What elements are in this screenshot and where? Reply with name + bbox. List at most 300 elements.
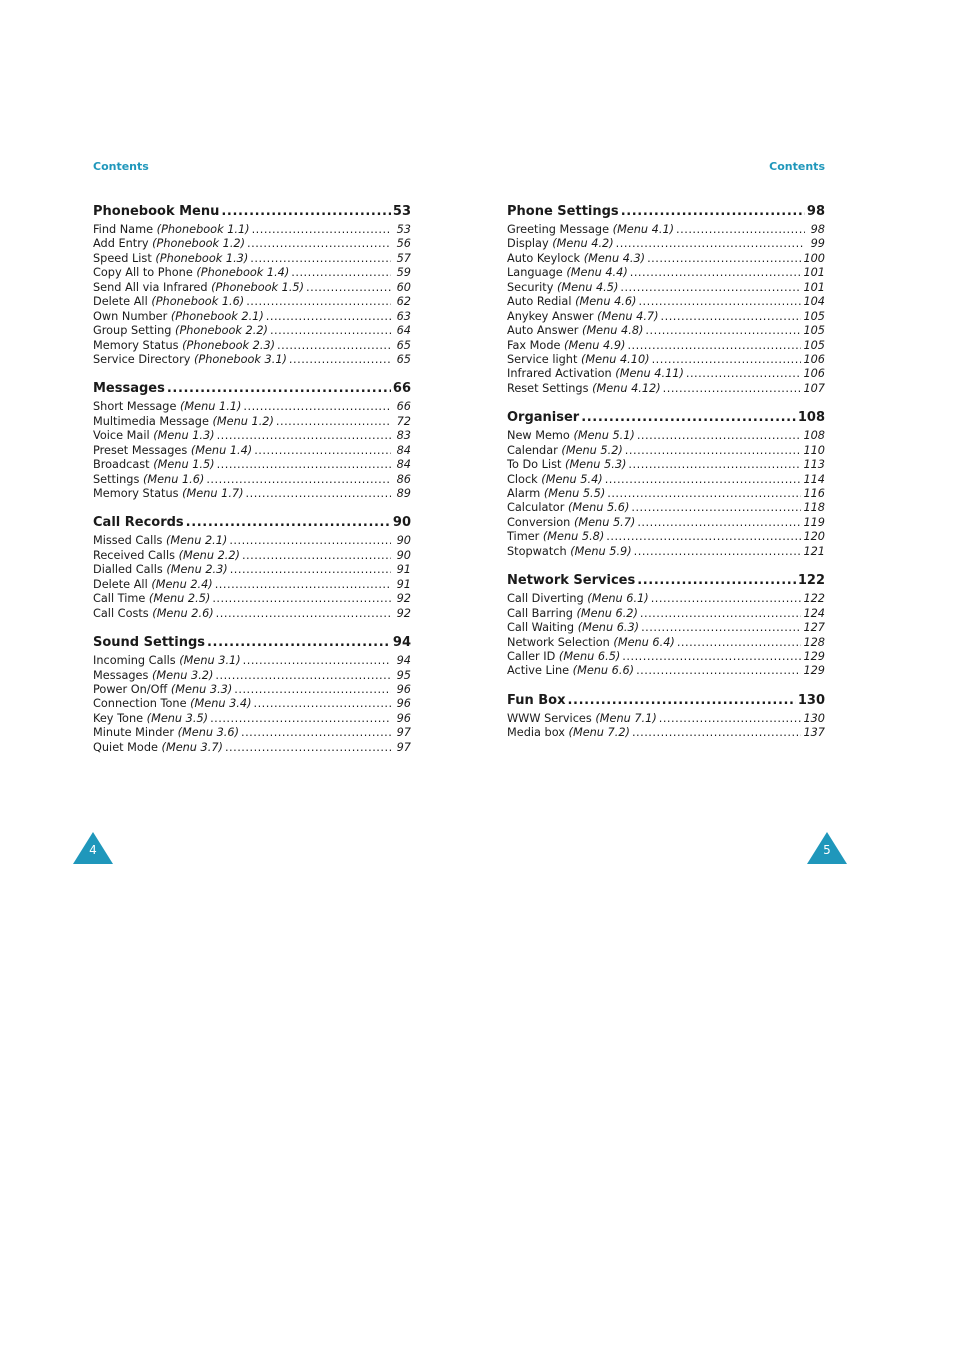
toc-section [93,514,411,621]
running-header-right: Contents [769,160,825,173]
dot-leader [636,664,801,678]
dot-leader [632,726,802,740]
toc-entry[interactable] [507,607,825,621]
entry-name: Received Calls [93,548,175,562]
entry-page-number: 118 [803,501,825,515]
dot-leader [241,726,391,740]
toc-entry[interactable] [507,382,825,396]
entry-menu-ref: (Menu 6.2) [576,606,638,620]
toc-entry[interactable] [507,621,825,635]
entry-page-number: 63 [396,309,411,323]
dot-leader [605,473,802,487]
entry-page-number: 113 [803,458,825,472]
dot-leader [221,203,391,221]
toc-entry[interactable] [93,429,411,443]
entry-menu-ref: (Menu 3.3) [170,682,233,696]
entry-menu-ref: (Menu 2.2) [178,548,240,562]
section-page-number: 66 [392,381,411,397]
dot-leader [250,252,391,266]
entry-page-number: 56 [396,237,411,251]
entry-menu-ref: (Menu 4.2) [552,237,614,251]
entry-page-number: 66 [396,400,411,414]
entry-page-number: 83 [396,429,411,443]
toc-entry[interactable] [507,664,825,678]
entry-name: Alarm [507,487,541,500]
dot-leader [628,458,801,472]
toc-entry[interactable] [93,607,411,621]
entry-menu-ref: (Menu 2.1) [165,534,228,548]
dot-leader [568,692,796,710]
toc-section-title[interactable] [507,692,825,710]
entry-menu-ref: (Menu 6.5) [558,649,621,663]
toc-entry[interactable] [507,545,825,559]
dot-leader [606,530,801,544]
entry-menu-ref: (Phonebook 3.1) [194,352,287,366]
toc-entry[interactable] [507,650,825,664]
toc-entry[interactable] [93,458,411,472]
entry-menu-ref: (Menu 4.11) [615,367,684,381]
dot-leader [270,324,391,338]
entry-page-number: 107 [803,381,825,395]
toc-column-right [507,203,825,754]
dot-leader [230,563,391,577]
entry-page-number: 53 [396,223,411,236]
entry-menu-ref: (Phonebook 1.2) [152,237,246,251]
entry-page-number: 59 [396,266,411,280]
entry-page-number: 65 [396,338,411,352]
entry-name: Quiet Mode [93,740,158,754]
dot-leader [215,669,391,683]
entry-name: Auto Redial [507,295,572,309]
dot-leader [661,310,802,324]
entry-name: Speed List [93,251,152,265]
entry-name: Short Message [93,400,177,414]
entry-name: Group Setting [93,324,172,338]
entry-menu-ref: (Menu 4.9) [564,338,626,352]
entry-name: Media box [507,726,565,740]
entry-page-number: 97 [396,740,411,754]
toc-section-title[interactable] [93,514,411,532]
entry-name: To Do List [507,458,562,472]
entry-menu-ref: (Menu 1.1) [180,400,242,414]
dot-leader [247,237,391,251]
entry-page-number: 122 [803,592,825,606]
entry-page-number: 101 [803,266,825,280]
entry-name: Key Tone [93,711,144,725]
entry-name: Infrared Activation [507,367,612,381]
entry-name: Messages [93,668,149,682]
toc-entry[interactable] [507,444,825,458]
entry-menu-ref: (Menu 3.2) [152,668,214,682]
toc-section-title[interactable] [507,409,825,427]
toc-entry[interactable] [507,353,825,367]
entry-name: Service light [507,352,578,366]
section-title-text: Fun Box [507,692,566,708]
entry-page-number: 62 [396,295,411,309]
entry-menu-ref: (Menu 5.8) [542,530,605,544]
entry-menu-ref: (Menu 7.2) [568,726,630,740]
toc-entry[interactable] [93,444,411,458]
dot-leader [637,516,801,530]
entry-page-number: 110 [803,443,825,457]
entry-name: Auto Answer [507,324,579,338]
dot-leader [266,310,391,324]
entry-page-number: 97 [396,726,411,740]
dot-leader [638,295,801,309]
section-title-text: Messages [93,381,165,397]
toc-section [507,409,825,559]
entry-page-number: 105 [803,324,825,338]
toc-entry[interactable] [93,563,411,577]
toc-entry[interactable] [93,534,411,548]
entry-name: Conversion [507,515,571,529]
toc-entry[interactable] [93,295,411,309]
toc-entry[interactable] [507,281,825,295]
entry-menu-ref: (Menu 6.1) [587,592,649,606]
dot-leader [242,549,391,563]
entry-name: Clock [507,472,538,486]
entry-menu-ref: (Phonebook 1.6) [151,295,245,309]
entry-menu-ref: (Menu 1.4) [190,443,253,457]
entry-page-number: 108 [803,429,825,443]
entry-menu-ref: (Menu 5.6) [567,501,630,515]
entry-name: Missed Calls [93,534,163,548]
entry-page-number: 90 [396,534,411,548]
entry-menu-ref: (Phonebook 1.5) [211,280,305,294]
entry-menu-ref: (Menu 6.4) [613,635,675,649]
dot-leader [622,650,801,664]
dot-leader [212,592,391,606]
entry-name: Display [507,237,549,251]
entry-menu-ref: (Phonebook 2.2) [175,324,268,338]
entry-name: Own Number [93,309,168,323]
toc-entry[interactable] [93,310,411,324]
toc-entry[interactable] [507,252,825,266]
dot-leader [676,223,805,237]
entry-page-number: 101 [803,280,825,294]
dot-leader [625,444,802,458]
dot-leader [647,252,801,266]
toc-entry[interactable] [507,530,825,544]
toc-entry[interactable] [507,712,825,726]
toc-entry[interactable] [507,636,825,650]
entry-menu-ref: (Menu 7.1) [595,711,657,725]
dot-leader [186,514,391,532]
dot-leader [254,697,392,711]
entry-menu-ref: (Menu 2.6) [152,606,214,620]
entry-page-number: 105 [803,309,825,323]
dot-leader [631,501,801,515]
entry-name: Dialled Calls [93,563,163,577]
entry-name: Security [507,280,554,294]
dot-leader [206,473,391,487]
entry-name: Delete All [93,295,148,309]
entry-menu-ref: (Menu 6.6) [572,664,635,678]
dot-leader [686,367,802,381]
dot-leader [210,712,391,726]
toc-entry[interactable] [93,415,411,429]
toc-entry[interactable] [93,237,411,251]
toc-entry[interactable] [93,324,411,338]
entry-menu-ref: (Menu 2.5) [148,592,211,606]
entry-page-number: 60 [396,280,411,294]
toc-entry[interactable] [93,592,411,606]
entry-page-number: 89 [396,487,411,500]
entry-name: Memory Status [93,487,179,500]
toc-section [93,634,411,755]
dot-leader [217,458,391,472]
entry-page-number: 121 [803,544,825,558]
dot-leader [637,429,802,443]
toc-section-title[interactable] [93,203,411,221]
entry-name: Find Name [93,223,154,236]
dot-leader [641,621,801,635]
entry-page-number: 57 [396,251,411,265]
dot-leader [621,203,805,221]
dot-leader [289,353,391,367]
entry-name: Anykey Answer [507,309,594,323]
section-page-number: 90 [392,515,411,531]
entry-page-number: 105 [803,338,825,352]
dot-leader [229,534,391,548]
page-number-right: 5 [823,843,831,857]
dot-leader [276,415,391,429]
toc-entry[interactable] [93,697,411,711]
toc-entry[interactable] [93,726,411,740]
page-number-badge-right [807,832,847,864]
entry-name: Multimedia Message [93,414,209,428]
toc-entry[interactable] [507,223,825,237]
entry-menu-ref: (Menu 4.1) [612,223,675,236]
dot-leader [651,592,802,606]
toc-entry[interactable] [507,339,825,353]
entry-name: Greeting Message [507,223,610,236]
toc-entry[interactable] [507,726,825,740]
dot-leader [246,295,391,309]
dot-leader [677,636,802,650]
dot-leader [277,339,391,353]
toc-entry[interactable] [93,669,411,683]
section-page-number: 94 [392,635,411,651]
toc-section-title[interactable] [507,203,825,221]
dot-leader [243,654,391,668]
toc-entry[interactable] [93,654,411,668]
entry-menu-ref: (Phonebook 2.3) [182,338,276,352]
entry-name: Calendar [507,443,558,457]
entry-menu-ref: (Menu 3.4) [190,697,252,711]
entry-name: Active Line [507,664,570,678]
dot-leader [167,380,391,398]
entry-menu-ref: (Menu 4.12) [592,381,661,395]
entry-name: Copy All to Phone [93,266,193,280]
dot-leader [652,353,802,367]
toc-entry[interactable] [93,252,411,266]
dot-leader [627,339,801,353]
section-title-text: Organiser [507,410,580,426]
toc-entry[interactable] [93,339,411,353]
dot-leader [216,607,391,621]
section-page-number: 53 [392,204,411,219]
entry-page-number: 104 [803,295,825,309]
entry-menu-ref: (Phonebook 2.1) [170,309,264,323]
dot-leader [645,324,801,338]
entry-name: Caller ID [507,649,556,663]
entry-name: Minute Minder [93,726,174,740]
section-page-number: 108 [797,410,825,426]
dot-leader [607,487,801,501]
section-title-text: Sound Settings [93,635,205,651]
entry-name: Call Time [93,592,146,606]
entry-menu-ref: (Phonebook 1.3) [155,251,249,265]
entry-menu-ref: (Menu 2.3) [166,563,228,577]
entry-menu-ref: (Menu 5.2) [561,443,623,457]
section-page-number: 122 [797,573,825,589]
entry-menu-ref: (Menu 5.5) [543,487,606,500]
dot-leader [234,683,391,697]
dot-leader [246,487,391,501]
entry-name: Incoming Calls [93,654,176,668]
toc-entry[interactable] [507,266,825,280]
entry-page-number: 91 [396,563,411,577]
entry-name: Preset Messages [93,443,188,457]
entry-menu-ref: (Menu 4.3) [583,251,646,265]
section-title-text: Network Services [507,573,636,589]
entry-menu-ref: (Menu 3.7) [161,740,223,754]
toc-entry[interactable] [507,324,825,338]
page-number-left: 4 [89,843,97,857]
dot-leader [630,266,802,280]
toc-entry[interactable] [507,592,825,606]
toc-section-title[interactable] [93,634,411,652]
page-number-badge-left [73,832,113,864]
dot-leader [616,237,805,251]
toc-entry[interactable] [507,516,825,530]
entry-name: Reset Settings [507,381,589,395]
dot-leader [306,281,391,295]
entry-page-number: 128 [803,635,825,649]
dot-leader [640,607,802,621]
entry-menu-ref: (Menu 4.4) [566,266,628,280]
entry-menu-ref: (Menu 5.7) [573,515,636,529]
entry-page-number: 99 [810,237,825,251]
entry-menu-ref: (Menu 6.3) [577,621,640,635]
entry-menu-ref: (Menu 5.4) [541,472,603,486]
entry-menu-ref: (Menu 3.6) [177,726,239,740]
entry-menu-ref: (Menu 4.10) [580,352,650,366]
entry-page-number: 91 [396,577,411,591]
entry-name: Connection Tone [93,697,187,711]
section-title-text: Call Records [93,515,184,531]
entry-name: Network Selection [507,635,610,649]
entry-menu-ref: (Menu 5.1) [573,429,635,443]
dot-leader [663,382,802,396]
toc-entry[interactable] [507,473,825,487]
entry-menu-ref: (Phonebook 1.1) [156,223,250,236]
dot-leader [252,223,391,237]
dot-leader [215,578,391,592]
toc-section-title[interactable] [507,572,825,590]
entry-name: Call Costs [93,606,149,620]
entry-name: WWW Services [507,711,592,725]
entry-name: Call Waiting [507,621,575,635]
entry-name: Fax Mode [507,338,561,352]
dot-leader [634,545,802,559]
dot-leader [217,429,391,443]
toc-column-left [93,203,411,768]
dot-leader [254,444,391,458]
toc-entry[interactable] [93,712,411,726]
dot-leader [581,409,796,427]
toc-entry[interactable] [93,683,411,697]
toc-entry[interactable] [507,501,825,515]
entry-page-number: 86 [396,472,411,486]
toc-section-title[interactable] [93,380,411,398]
entry-name: Delete All [93,577,148,591]
entry-menu-ref: (Menu 1.5) [153,458,215,472]
entry-page-number: 92 [396,592,411,606]
toc-entry[interactable] [93,741,411,755]
toc-entry[interactable] [93,281,411,295]
toc-entry[interactable] [507,458,825,472]
toc-entry[interactable] [93,353,411,367]
entry-page-number: 65 [396,352,411,366]
toc-section [93,380,411,501]
entry-page-number: 84 [396,443,411,457]
toc-section [93,203,411,367]
toc-entry[interactable] [507,429,825,443]
entry-menu-ref: (Menu 4.7) [597,309,659,323]
toc-section [507,203,825,396]
toc-section [507,572,825,679]
entry-name: Timer [507,530,540,544]
entry-page-number: 119 [803,515,825,529]
entry-page-number: 90 [396,548,411,562]
entry-page-number: 92 [396,606,411,620]
entry-menu-ref: (Menu 1.3) [153,429,215,443]
entry-page-number: 98 [810,223,825,236]
dot-leader [637,572,796,590]
toc-entry[interactable] [93,400,411,414]
entry-page-number: 120 [803,530,825,544]
entry-name: Memory Status [93,338,179,352]
entry-page-number: 72 [396,414,411,428]
entry-page-number: 100 [803,251,825,265]
toc-entry[interactable] [93,487,411,501]
dot-leader [620,281,801,295]
entry-menu-ref: (Menu 5.3) [565,458,627,472]
entry-name: Call Diverting [507,592,584,606]
toc-entry[interactable] [507,295,825,309]
toc-entry[interactable] [507,487,825,501]
toc-entry[interactable] [507,367,825,381]
entry-name: Add Entry [93,237,149,251]
toc-entry[interactable] [93,223,411,237]
entry-name: Language [507,266,563,280]
entry-name: Auto Keylock [507,251,581,265]
toc-entry[interactable] [93,473,411,487]
section-title-text: Phonebook Menu [93,204,220,219]
toc-entry[interactable] [507,237,825,251]
entry-name: Settings [93,472,140,486]
toc-entry[interactable] [93,578,411,592]
entry-page-number: 96 [396,711,411,725]
entry-menu-ref: (Menu 4.8) [582,324,644,338]
entry-page-number: 96 [396,697,411,711]
toc-entry[interactable] [507,310,825,324]
entry-page-number: 84 [396,458,411,472]
toc-entry[interactable] [93,549,411,563]
toc-entry[interactable] [93,266,411,280]
